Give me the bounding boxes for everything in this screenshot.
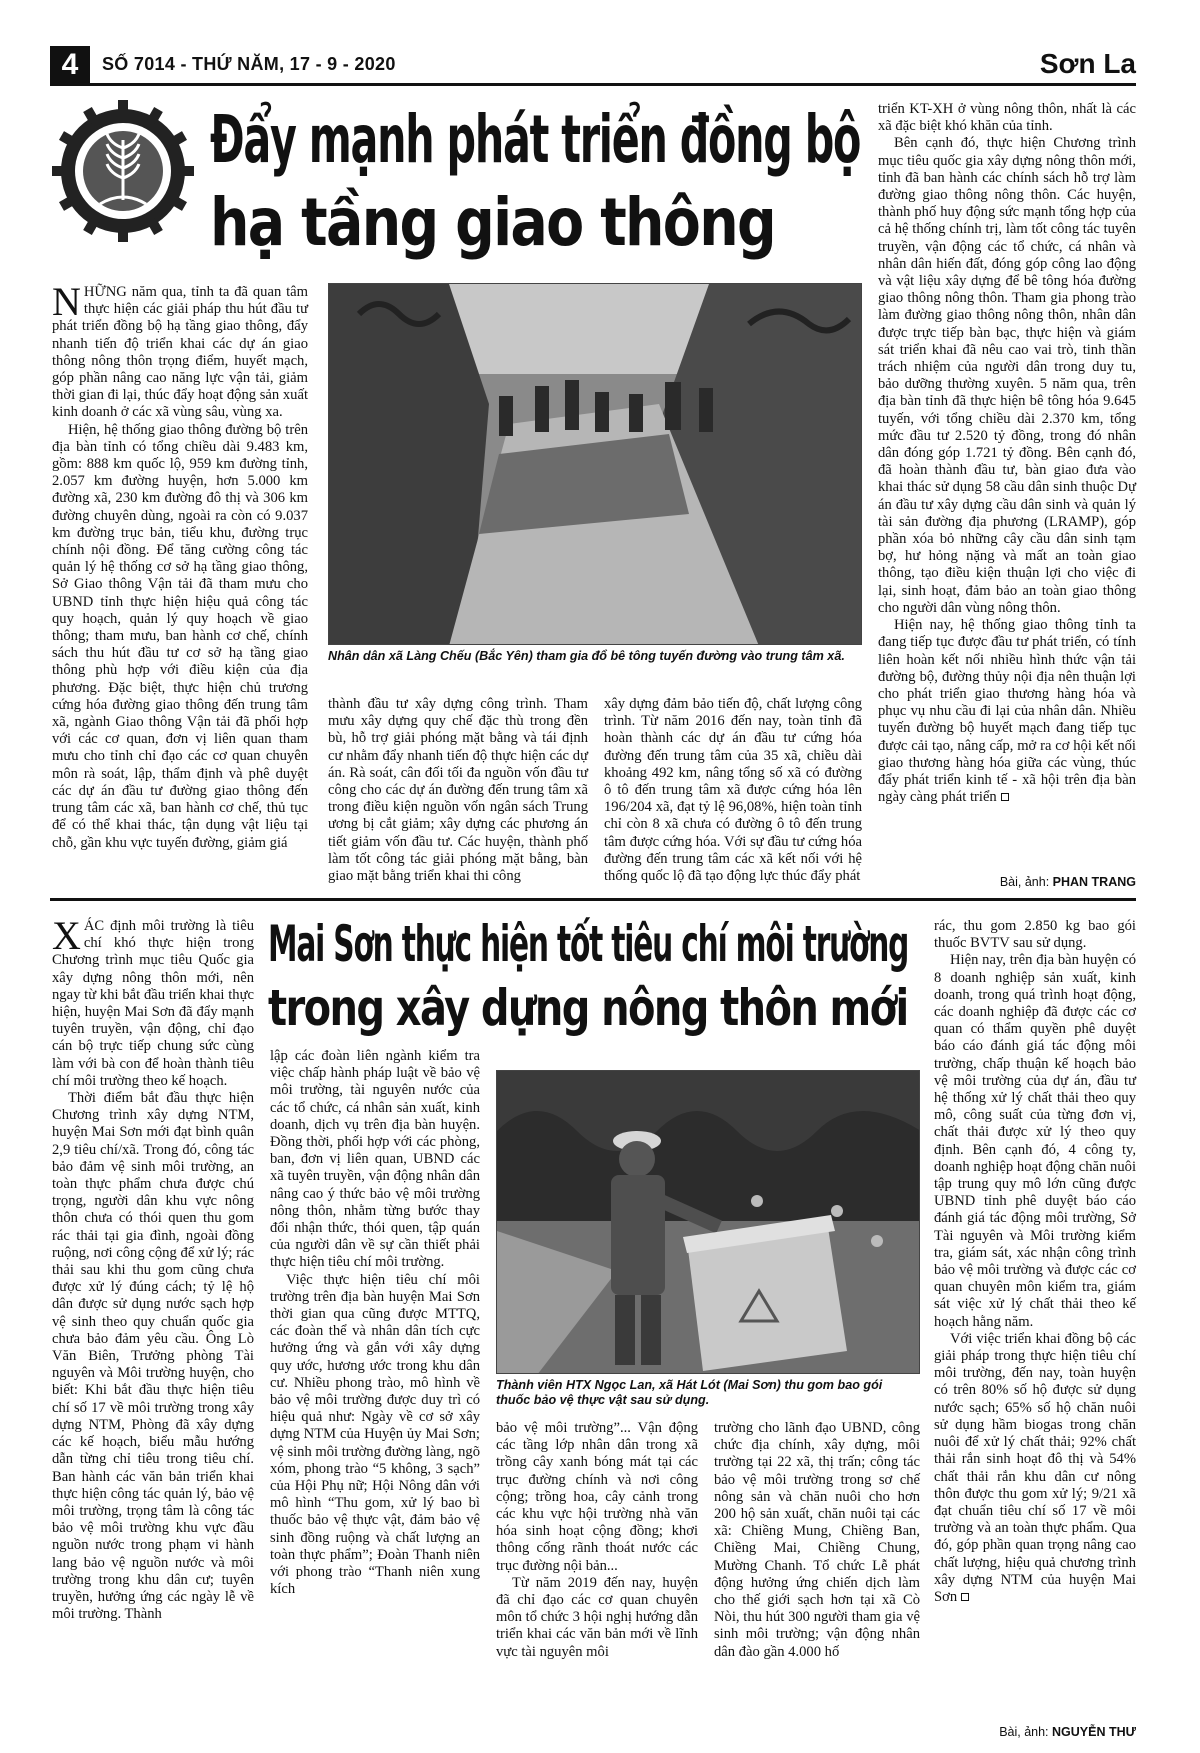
transport-agriculture-gear-logo-icon <box>52 100 194 242</box>
article-paragraph: Từ năm 2019 đến nay, huyện đã chỉ đạo các cơ quan chuyên môn tổ chức 3 hội nghị hướng dẫn triển khai các văn bản mới về lĩnh vực tài nguyên môi <box>496 1574 698 1660</box>
article-paragraph: triển KT-XH ở vùng nông thôn, nhất là các xã đặc biệt khó khăn của tỉnh. <box>878 101 1136 135</box>
article-column-4 <box>714 1420 920 1744</box>
article-paragraph <box>878 617 1136 806</box>
photo-image <box>497 1071 920 1374</box>
article-paragraph: Bên cạnh đó, thực hiện Chương trình mục tiêu quốc gia xây dựng nông thôn mới, tỉnh đã ban hành các chính sách hỗ trợ làm đường giao thông nông thôn. Các huyện, thành phố huy động sức mạnh tổng hợp của cả hệ thống chính trị, làm tốt công tác tuyên truyền, vận động các tổ chức, cá nhân và nhân dân hiến đất, đóng góp công lao động và vật liệu xây dựng để bê tông hóa đường giao thông nông thôn. Tham gia phong trào làm đường giao thông nông thôn, nhân dân được trực tiếp bàn bạc, thực hiện và giám sát triển khai đã nêu cao vai trò, tinh thần trách nhiệm của người dân trong duy tu, bảo dưỡng thường xuyên. 5 năm qua, trên địa bàn tỉnh đã thực hiện bê tông hóa 9.645 tuyến, với tổng chiều dài 2.370 km, tổng mức đầu tư 2.520 tỷ đồng, trong đó nhân dân đóng góp 1.721 tỷ đồng. Bên cạnh đó, đã hoàn thành đầu tư, bàn giao đưa vào khai thác sử dụng 58 cầu dân sinh thuộc Dự án đầu tư xây dựng cầu dân sinh và quản lý tài sản đường địa phương (LRAMP), góp phần xóa bỏ những cây cầu dân sinh tạm bợ, hư hỏng nặng và mất an toàn giao thông, tạo điều kiện thuận lợi cho việc đi lại, sinh hoạt, đảm bảo an toàn giao thông cho người dân vùng nông thôn. <box>878 135 1136 616</box>
article-title-line-2: trong xây dựng nông thôn mới <box>268 979 908 1037</box>
drop-cap: N <box>52 279 81 324</box>
article-paragraph: thành đầu tư xây dựng công trình. Tham mưu xây dựng quy chế đặc thù trong đền bù, hỗ trợ giải phóng mặt bằng và tái định cư nhằm đẩy nhanh tiến độ thực hiện các dự án. Rà soát, cân đối tối đa nguồn vốn đầu tư công cho các dự án đường đến trung tâm xã trong điều kiện nguồn vốn ngân sách Trung ương bị cắt giảm; xây dựng các phương án tiết giảm vốn đầu tư. Các huyện, thành phố làm tốt công tác giải phóng mặt bằng, bàn giao mặt bằng triển khai thi công <box>328 696 588 885</box>
article-column-4 <box>878 101 1136 871</box>
article-title-line-1: Đẩy mạnh phát triển đồng bộ <box>210 101 861 178</box>
article-paragraph: trường cho lãnh đạo UBND, công chức địa chính, xây dựng, môi trường tại 22 xã, thị trấn; công tác bảo vệ môi trường trong sơ chế nông sản và chăn nuôi cho hơn 200 hộ sản xuất, chăn nuôi tại các xã: Chiềng Mung, Chiềng Ban, Chiềng Mai, Chiềng Chung, Mường Chanh. Tổ chức Lễ phát động hưởng ứng chiến dịch làm cho thế giới sạch hơn tại xã Cò Nòi, thu hút 300 người tham gia vệ sinh môi trường; vận động nhân dân đào gần 4.000 hố <box>714 1420 920 1660</box>
photo-caption: Thành viên HTX Ngọc Lan, xã Hát Lót (Mai Sơn) thu gom bao gói thuốc bảo vệ thực vật sau sử dụng. <box>496 1378 883 1407</box>
article-column-5 <box>934 918 1136 1720</box>
byline-prefix: Bài, ảnh: <box>999 875 1053 889</box>
closing-text: Hiện nay, hệ thống giao thông tỉnh ta đang tiếp tục được đầu tư phát triển, có tính liên hoàn kết nối nhiều hình thức vận tải đường bộ, đường thủy nội địa nên thuận lợi cho phát triển giao thương hàng hóa và phục vụ nhu cầu đi lại của nhân dân. Nhiều tuyến đường bộ huyết mạch đang tiếp tục được cải tạo, nâng cấp, mở ra cơ hội kết nối giao thương hàng hóa giữa các vùng, thúc đẩy phát triển kinh tế - xã hội trên địa bàn ngày càng phát triển <box>878 617 1136 806</box>
byline-prefix: Bài, ảnh: <box>999 1725 1053 1739</box>
article-column-3 <box>604 696 862 888</box>
article-paragraph <box>934 1331 1136 1606</box>
photo-image <box>329 284 862 645</box>
article-paragraph: Việc thực hiện tiêu chí môi trường trên địa bàn huyện Mai Sơn thời gian qua cũng được MTTQ, các đoàn thể và nhân dân tích cực hưởng ứng và gắn với xây dựng quy ước, hương ước trong khu dân cư. Nhiều phong trào, mô hình về bảo vệ môi trường được duy trì có hiệu quả như: Ngày về cơ sở xây dựng NTM của Huyện ủy Mai Sơn; vệ sinh môi trường đường làng, ngõ xóm, phong trào “5 không, 3 sạch” của Hội Phụ nữ; Hội Nông dân với mô hình “Thu gom, xử lý bao bì thuốc bảo vệ thực vật, đảm bảo vệ sinh đồng ruộng và chất lượng an toàn thực phẩm”; Đoàn Thanh niên với phong trào “Thanh niên xung kích <box>270 1271 481 1598</box>
article-title-line-1: Mai Sơn thực hiện tốt tiêu chí môi trường <box>268 915 909 973</box>
article-column-2 <box>328 696 588 888</box>
article-column-1 <box>52 913 254 1744</box>
article-column-1 <box>52 279 308 888</box>
lead-text: ÁC định môi trường là tiêu chí khó thực hiện trong Chương trình mục tiêu Quốc gia xây dựng nông thôn mới, nên ngay từ khi bắt đầu triển khai thực hiện, huyện Mai Sơn đã đẩy mạnh tuyên truyền, vận động, chỉ đạo cán bộ trực tiếp chung sức cùng làm với bà con để hoàn thành tiêu chí môi trường theo kế hoạch. <box>52 918 254 1089</box>
section-divider <box>50 898 1136 901</box>
issue-info: SỐ 7014 - THỨ NĂM, 17 - 9 - 2020 <box>102 54 396 74</box>
article-title-line-2: hạ tầng giao thông <box>210 184 776 261</box>
article-column-3 <box>496 1420 698 1744</box>
article-byline <box>878 875 1136 889</box>
article-column-2 <box>270 1048 480 1744</box>
drop-cap: X <box>52 913 81 958</box>
article-paragraph: Thời điểm bắt đầu thực hiện Chương trình xây dựng NTM, huyện Mai Sơn mới đạt bình quân 2,9 tiêu chí/xã. Trong đó, công tác bảo đảm vệ sinh môi trường, an toàn thực phẩm chưa được chú trọng, người dân khu vực nông thôn chưa có thói quen thu gom rác thải tại gia đình, ngoài đồng ruộng, nơi công cộng để xử lý; rác thải sau khi thu gom cũng chưa được xử lý đúng cách; tỷ lệ hộ dân được sử dụng nước sạch hợp vệ sinh theo quy chuẩn quốc gia chưa bảo đảm yêu cầu. Ông Lò Văn Biên, Trưởng phòng Tài nguyên và Môi trường huyện, cho biết: Khi bắt đầu thực hiện tiêu chí số 17 về môi trường trong xây dựng NTM, Phòng đã xây dựng các kế hoạch, biểu mẫu hướng dẫn từng chỉ tiêu trong tiêu chí. Ban hành các văn bản triển khai thực hiện công tác quản lý, bảo vệ môi trường, trọng tâm là công tác bảo vệ môi trường khu vực đầu nguồn nước trong phạm vi hành lang bảo vệ nguồn nước và môi trường trong khu dân cư; tuyên truyền, hưởng ứng các ngày lễ về môi trường. Thành <box>52 1090 254 1623</box>
article-paragraph: Hiện, hệ thống giao thông đường bộ trên địa bàn tỉnh có tổng chiều dài 9.483 km, gồm: 888 km quốc lộ, 959 km đường tỉnh, 2.057 km đường huyện, hơn 5.000 km đường xã, 230 km đường đô thị và 306 km đường chuyên dùng, ngoài ra còn có 9.037 km đường trục bản, tiểu khu, đường trục chính nội đồng. Để tăng cường công tác quản lý hệ thống cơ sở hạ tầng giao thông, Sở Giao thông Vận tải đã tham mưu cho UBND tỉnh thực hiện hiệu quả công tác quy hoạch, quản lý quy hoạch về giao thông; tham mưu, ban hành cơ chế, chính sách thu hút đầu tư cơ sở hạ tầng giao thông phù hợp với điều kiện của địa phương. Đặc biệt, thực hiện chủ trương cứng hóa đường giao thông đến trung tâm xã, ngành Giao thông Vận tải đã phối hợp với các cơ quan, đơn vị liên quan tham mưu cho tỉnh chỉ đạo các cơ quan chuyên môn rà soát, lập, thẩm định và phê duyệt các dự án đầu tư đường giao thông đến trung tâm các xã, ban hành cơ chế, thủ tục để có thể khai thác, tận dụng vật liệu tại chỗ, gần khu vực tuyến đường, giảm giá <box>52 421 308 851</box>
end-mark-icon <box>961 1593 969 1601</box>
article-byline <box>934 1725 1136 1739</box>
article-paragraph: bảo vệ môi trường”... Vận động các tầng lớp nhân dân trong xã trồng cây xanh bóng mát tại các trục đường chính và nơi công cộng; trồng hoa, cây cảnh trong các khu vực hội trường nhà văn hóa sinh hoạt cộng đồng; khơi thông cống rãnh thoát nước các trục đường nội bản... <box>496 1420 698 1574</box>
lead-text: HỮNG năm qua, tỉnh ta đã quan tâm thực hiện các giải pháp thu hút đầu tư phát triển đồng bộ hạ tầng giao thông, đẩy nhanh tiến độ triển khai các dự án giao thông nông thôn trọng điểm, huyết mạch, góp phần nâng cao năng lực vận tải, giảm thời gian đi lại, thúc đẩy hoạt động sản xuất kinh doanh ở các xã vùng sâu, vùng xa. <box>52 284 308 421</box>
byline-author: PHAN TRANG <box>1052 875 1136 889</box>
byline-author: NGUYỄN THƯ <box>1052 1725 1136 1739</box>
page-header <box>50 46 1136 86</box>
article-paragraph: lập các đoàn liên ngành kiểm tra việc chấp hành pháp luật về bảo vệ môi trường, tài nguyên nước của các tổ chức, cá nhân sản xuất, kinh doanh, dịch vụ trên địa bàn huyện. Đồng thời, phối hợp với các phòng, ban, đơn vị liên quan, UBND các xã tuyên truyền, vận động nhân dân nâng cao ý thức bảo vệ môi trường nông thôn, nhằm từng bước thay đổi nhận thức, thói quen, tập quán của người dân về sự cần thiết phải thực hiện tiêu chí môi trường. <box>270 1048 480 1271</box>
page-number: 4 <box>50 46 90 84</box>
section-name: Sơn La <box>1039 48 1136 79</box>
article-photo-waste-collection <box>496 1070 920 1374</box>
article-paragraph: rác, thu gom 2.850 kg bao gói thuốc BVTV sau sử dụng. <box>934 918 1136 952</box>
article-paragraph <box>52 913 254 1090</box>
article-paragraph: xây dựng đảm bảo tiến độ, chất lượng công trình. Từ năm 2016 đến nay, toàn tỉnh đã hoàn thành các dự án đầu tư cứng hóa đường đến trung tâm của 35 xã, chiều dài khoảng 492 km, nâng tổng số xã có đường ô tô đến trung tâm xã được cứng hóa lên 196/204 xã, đạt tỷ lệ 96,08%, hiện toàn tỉnh chỉ còn 8 xã chưa có đường ô tô đến trung tâm được cứng hóa. Với sự đầu tư cứng hóa đường đến trung tâm các xã kết nối với hệ thống quốc lộ đã tạo động lực thúc đẩy phát <box>604 696 862 885</box>
article-photo-road-building <box>328 283 862 645</box>
article-paragraph <box>52 279 308 422</box>
photo-caption: Nhân dân xã Làng Chếu (Bắc Yên) tham gia đổ bê tông tuyến đường vào trung tâm xã. <box>328 649 845 663</box>
end-mark-icon <box>1001 793 1009 801</box>
article-paragraph: Hiện nay, trên địa bàn huyện có 8 doanh nghiệp sản xuất, kinh doanh, trong quá trình hoạt động, các doanh nghiệp đã được các cơ quan có thẩm quyền phê duyệt báo cáo đánh giá tác động môi trường, chấp thuận kế hoạch bảo vệ môi trường của dự án, đầu tư hệ thống xử lý chất thải theo quy mô, công suất của từng đơn vị, chất thải được xử lý theo quy định. Bên cạnh đó, 4 công ty, doanh nghiệp hoạt động chăn nuôi tập trung quy mô lớn cũng được UBND tỉnh phê duyệt báo cáo đánh giá tác động môi trường, Sở Tài nguyên và Môi trường kiểm tra, giám sát, xác nhận công trình bảo vệ môi trường và được các cơ quan chuyên môn kiểm tra, giám sát việc xử lý chất thải theo kế hoạch hằng năm. <box>934 952 1136 1330</box>
closing-text: Với việc triển khai đồng bộ các giải pháp trong thực hiện tiêu chí môi trường, đến nay, toàn huyện có trên 80% số hộ được sử dụng nước sạch; 65% số hộ chăn nuôi sử dụng hầm biogas trong chăn nuôi để xử lý chất thải; 92% chất thải rắn sinh hoạt đô thị và 54% chất thải rắn khu dân cư nông thôn được thu gom xử lý; 9/21 xã đạt chuẩn tiêu chí số 17 về môi trường và an toàn thực phẩm. Qua đó, góp phần quan trọng nâng cao chất lượng, hiệu quả chương trình xây dựng NTM của huyện Mai Sơn <box>934 1330 1136 1605</box>
